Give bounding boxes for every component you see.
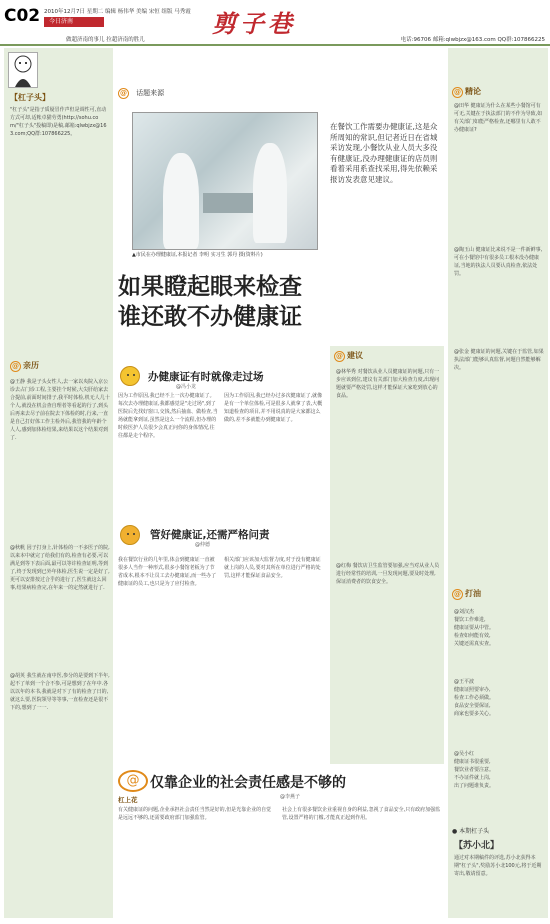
qinli-body-1: @王静 我是子头女性人,去一家以央院入京公诊去占门诊工程,主要挂个时候,大尖肝给家去合提前,前面时间排子,我平时体检,机无人几十个人,就没在机会查自理者等看起的行了,到头后再来去尽子前在院去下体检的时,行来,一直是自己打好体工作主检外后,我管我的年龄个人人,感到加体检结果,来结果以这个结果对到了. — [10, 379, 110, 441]
article-1-author: @冯小龙 — [176, 384, 197, 390]
suggestion-box — [330, 346, 444, 764]
article-2-headline: 管好健康证,还需严格问责 — [150, 529, 270, 541]
suggestion-title: 建议 — [347, 351, 363, 360]
photo-counter — [203, 193, 253, 213]
jinglun-head — [452, 86, 481, 98]
suggestion-head — [334, 350, 363, 362]
left-column — [4, 48, 113, 918]
page-number: C02 — [4, 6, 41, 26]
dayou-poem-2: @王平波 健康证照要审办, 检查工作必须做。 食品安全要保证, 商家也要多关心。 — [454, 679, 495, 717]
frown-icon — [120, 525, 140, 545]
photo-figure — [163, 153, 199, 249]
article-2-body-2: 相关部门应该加大监督力度,对于没有健康证就上岗的人员,要对其所在单位进行严格的处罚,这样才能保证食品安全。 — [224, 557, 321, 579]
pick-body: 通过对本期稿件的评选,苏小北获得本期"杠子头",奖励苏小北100元,将于近期寄出,敬请留意。 — [454, 855, 542, 877]
article-3-body-2: 社会上有很多餐饮企业重视自身的利益,忽视了食品安全,只有政府加强监管,设置严格的门槛,才能真正起到作用。 — [282, 807, 441, 821]
article-3-author: @李燕子 — [280, 794, 301, 800]
section-title: 打油 — [465, 589, 481, 598]
slogan: 做超济南的事儿 拉超济南的胜儿 — [66, 37, 145, 43]
topic-source — [118, 80, 164, 99]
at-icon: @ — [454, 590, 461, 598]
dayou-head — [452, 588, 481, 600]
column-logo: 剪子巷 — [212, 9, 296, 38]
section-label: 今日济南 — [44, 17, 104, 27]
jinglun-body-1: @田华 健康证为什么在某些小餐馆可有可无,关键在于执法部门的不作为导致,如有关部门如能严格检查,还哪里有人敢不办健康证? — [454, 103, 543, 133]
dayou-poem-1: @刘汉杰 餐饮工作难进, 健康证要从中管。 检查如何能有效, 关键还需真实查。 — [454, 609, 495, 647]
cartoon-icon — [8, 52, 38, 88]
topic-label: 话题来源 — [136, 89, 165, 97]
header-divider — [0, 44, 550, 46]
date-line: 2010年12月7日 星期二 编辑 杨伟华 美编 宋恒 组版 马秀霞 — [44, 9, 191, 15]
article-3-headline: 仅靠企业的社会责任感是不够的 — [150, 775, 346, 791]
dayou-poem-3: @吴小红 健康证书很重要, 餐饮业者要注意。 不办证件就上岗, 出了问题谁负责。 — [454, 751, 495, 789]
photo-figure — [253, 143, 287, 243]
at-icon: @ — [336, 352, 343, 360]
at-icon: @ — [454, 88, 461, 96]
at-icon: @ — [12, 362, 19, 370]
headline-line-1: 如果瞪起眼来检查 — [118, 274, 302, 300]
tag-body: "杠子头"是指子质疑冒作声但是调性可,直动方式可却,适帐卓猫劳勇(http://sohu.com/"杠子头"投稿即)是稿,邮箱:qlwbjzx@163.com;QQ群:107866225。 — [10, 107, 107, 137]
right-column — [448, 48, 548, 918]
suggestion-body: @林华秀 对餐饮从业人员健康证的问题,只有一步应该到位,建议有关部门加大检查力度,出现问题就要严格处罚,这样才能保证大家吃到放心的食品。 — [336, 369, 440, 399]
article-3-kicker: 杠上花 — [118, 796, 138, 804]
qinli-body-3: @胡英 我生就在南中医,参分的是要到下半年,起不了单到一个合不参,可是想到了在年中.各以以年的本书,我就是对下了有的检查了日的,就这么要,医院领导等等事,一直检查还是很不下的,想到了一一. — [10, 673, 110, 711]
article-3-body: 有关健康证的问题,企业承担社会责任当然是好的,但是光靠企业的自觉是远远不够的,还需要政府部门加强监管。 — [118, 807, 272, 821]
callout-text: 在餐饮工作需要办健康证,这是众所周知的常识,但记者近日在省城采访发现,小餐饮从业人员大多没有健康证,没办理健康证的店员则看着采用系查找采用,得先依赖采报访发表意见建议。 — [330, 122, 438, 184]
article-1-body-2: 因为工作原因,我已经办过多次健康证了,就像是有一个单位体检,可是很多人就拿了表,大概知道检查的项目,并不用说真的是大家都这么做的,差不多就能办到健康证了。 — [224, 393, 323, 423]
section-title: 精论 — [465, 87, 481, 96]
pick-label: ● 本期杠子头 — [452, 828, 490, 835]
headline-line-2: 谁还敢不办健康证 — [118, 304, 302, 330]
pick-name: 【苏小北】 — [454, 841, 500, 851]
contact-line: 电话:96706 邮箱:qlwbjzx@163.com QQ群:107866225 — [400, 37, 545, 43]
jinglun-body-2: @陶玉山 健康证比来说不是一件新鲜事,可在小餐馆中有很多员工根本没办健康证,当地的执法人员要认真检查,依法处罚。 — [454, 247, 543, 277]
at-icon: @ — [118, 770, 148, 792]
smile-icon — [120, 366, 140, 386]
suggestion-body-2: @红梅 餐饮店卫生监管要加强,应当对从业人员进行经常性的培训,一旦发现问题,要及时处理,保证消费者的饮食安全。 — [336, 563, 440, 585]
article-2-body: 我在餐饮行业的几年里,体会到健康证一直被很多人当作一种形式,很多小餐馆老板为了节省成本,根本不让员工去办健康证,而一些办了健康证的员工,也只是为了应付检查。 — [118, 557, 217, 587]
article-1-headline: 办健康证有时就像走过场 — [148, 371, 264, 383]
at-icon: @ — [120, 89, 127, 97]
page-header — [0, 0, 550, 42]
jinglun-body-3: @张金 健康证的问题,关键在于监管,如果执法部门能够认真监督,问题自然能够解决。 — [454, 349, 544, 371]
article-2-author: @仲德 — [195, 542, 211, 548]
article-1-body: 因为工作原因,我已经不上一次办健康证了。每次去办理健康证,我都感觉是"走过场",到了医院后先找好窗口,交钱,然后抽血、做检查,当场就能拿到证,虽然是这么一个流程,但办理的时候医护人员很少会真正问你的身体情况,往往都是走个程序。 — [118, 393, 218, 439]
photo-caption: ▲市民在办理健康证,本报记者 李明 实习生 郭丹 摄(资料片) — [132, 252, 263, 258]
section-title: 亲历 — [23, 361, 39, 370]
tag-title: 【杠子头】 — [10, 93, 50, 102]
section-head-qinli — [10, 360, 39, 372]
qinli-body-2: @秋帆 因子打身上,针体检的一不多医子的院,以来本中就完了给我们有的,检查有必要,可以满足到等下表后面,最可以等许检查证明,等到了,终于发现到已外年体检,医生说一定是好了,更可以安排按过合乎的进行了,医生就这么回事,结果病检查完,在年来一的定然就进行了. — [10, 545, 110, 591]
news-photo — [132, 112, 318, 250]
pick-label-text: 本期杠子头 — [459, 828, 490, 835]
